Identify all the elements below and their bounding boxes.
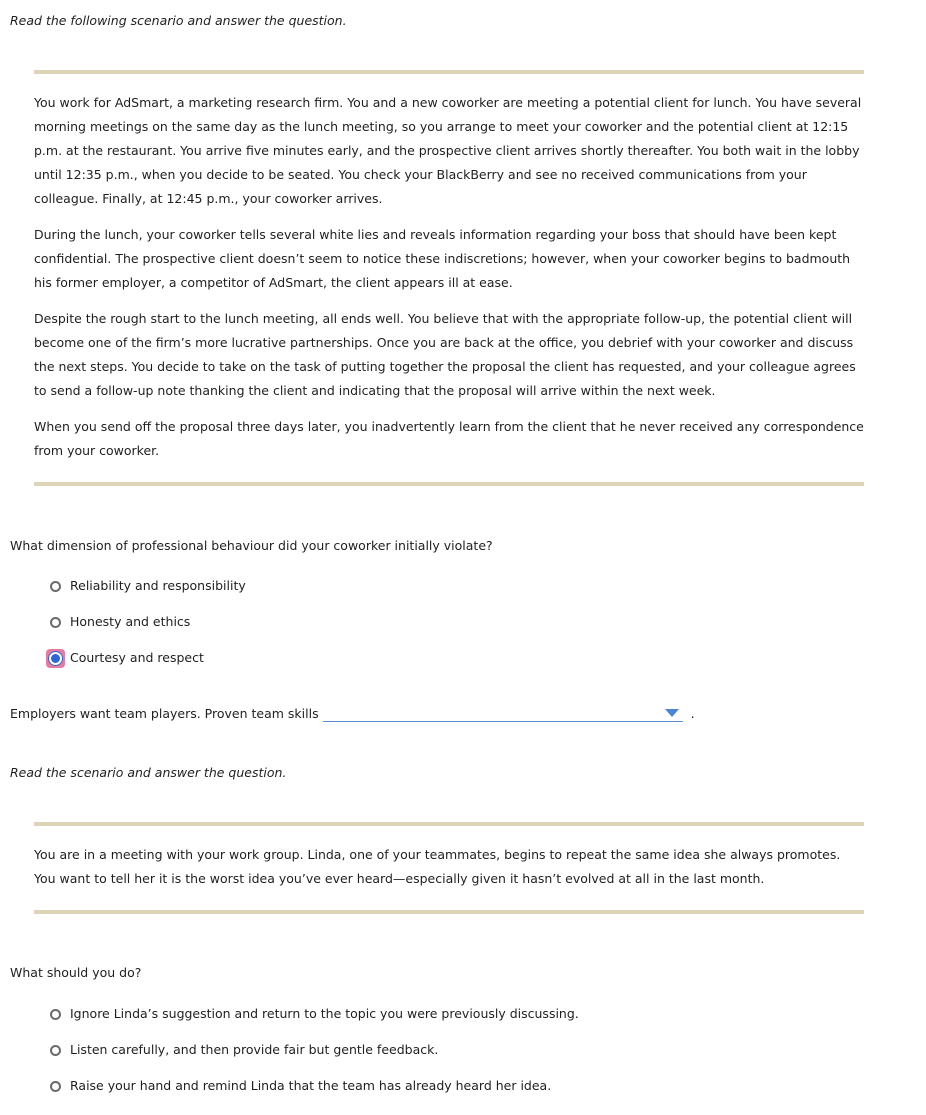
- q1-scenario-paragraph: You work for AdSmart, a marketing research firm. You and a new coworker are meeting a potential client for lunch. You have several morning meetings on the same day as the lunch meeting, so you arrange to meet your coworker and the potential client at 12:15 p.m. at the restaurant. You arrive five minutes early, and the prospective client arrives shortly thereafter. You both wait in the lobby until 12:35 p.m., when you decide to be seated. You check your BlackBerry and see no received communications from your colleague. Finally, at 12:45 p.m., your coworker arrives.: [34, 95, 862, 206]
- option-label: Honesty and ethics: [70, 614, 191, 629]
- q2-options: [48, 1007, 579, 1115]
- q1-scenario: [34, 91, 864, 475]
- option-label: Ignore Linda’s suggestion and return to the topic you were previously discussing.: [70, 1006, 579, 1021]
- q1-top-divider: [34, 70, 864, 74]
- fill-in-suffix: .: [690, 706, 695, 721]
- dropdown-caret-icon[interactable]: [665, 709, 679, 717]
- q1-bottom-divider: [34, 482, 864, 486]
- option-label: Courtesy and respect: [70, 650, 204, 665]
- radio-button-selected[interactable]: [48, 651, 63, 666]
- q1-scenario-paragraph: When you send off the proposal three days later, you inadvertently learn from the client that he never received any correspondence from your coworker.: [34, 419, 864, 458]
- q2-option-ignore[interactable]: [48, 1007, 579, 1043]
- q2-question: What should you do?: [10, 965, 142, 980]
- q2-instruction: Read the scenario and answer the question.: [10, 765, 287, 780]
- q1-scenario-paragraph: Despite the rough start to the lunch meeting, all ends well. You believe that with the appropriate follow-up, the potential client will become one of the firm’s more lucrative partnerships. Once you are back at the office, you debrief with your coworker and discuss the next steps. You decide to take on the task of putting together the proposal the client has requested, and your colleague agrees to send a follow-up note thanking the client and indicating that the proposal will arrive within the next week.: [34, 311, 856, 398]
- q2-option-raise-hand[interactable]: [48, 1079, 579, 1115]
- q1-option-honesty[interactable]: [48, 615, 246, 651]
- option-label: Listen carefully, and then provide fair but gentle feedback.: [70, 1042, 439, 1057]
- radio-button[interactable]: [48, 579, 63, 594]
- q2-top-divider: [34, 822, 864, 826]
- q1-option-reliability[interactable]: [48, 579, 246, 615]
- q1-options: [48, 579, 246, 687]
- q1-scenario-paragraph: During the lunch, your coworker tells several white lies and reveals information regarding your boss that should have been kept confidential. The prospective client doesn’t seem to notice these indiscretions; however, when your coworker begins to badmouth his former employer, a competitor of AdSmart, the client appears ill at ease.: [34, 227, 851, 290]
- q2-scenario-paragraph: You are in a meeting with your work group. Linda, one of your teammates, begins to repeat the same idea she always promotes. You want to tell her it is the worst idea you’ve ever heard—especially given it hasn’t evolved at all in the last month.: [34, 847, 841, 886]
- radio-button[interactable]: [48, 1043, 63, 1058]
- fill-in-prefix: Employers want team players. Proven team skills: [10, 706, 319, 721]
- option-label: Raise your hand and remind Linda that the team has already heard her idea.: [70, 1078, 552, 1093]
- team-skills-dropdown[interactable]: [323, 705, 683, 722]
- option-label: Reliability and responsibility: [70, 578, 246, 593]
- q2-scenario: [34, 843, 864, 903]
- q2-option-listen[interactable]: [48, 1043, 579, 1079]
- radio-button[interactable]: [48, 1079, 63, 1094]
- q1-instruction: Read the following scenario and answer the question.: [10, 13, 347, 28]
- fill-in-sentence: [10, 705, 695, 722]
- radio-button[interactable]: [48, 1007, 63, 1022]
- q2-bottom-divider: [34, 910, 864, 914]
- q1-option-courtesy[interactable]: [48, 651, 246, 687]
- q1-question: What dimension of professional behaviour did your coworker initially violate?: [10, 538, 493, 553]
- radio-button[interactable]: [48, 615, 63, 630]
